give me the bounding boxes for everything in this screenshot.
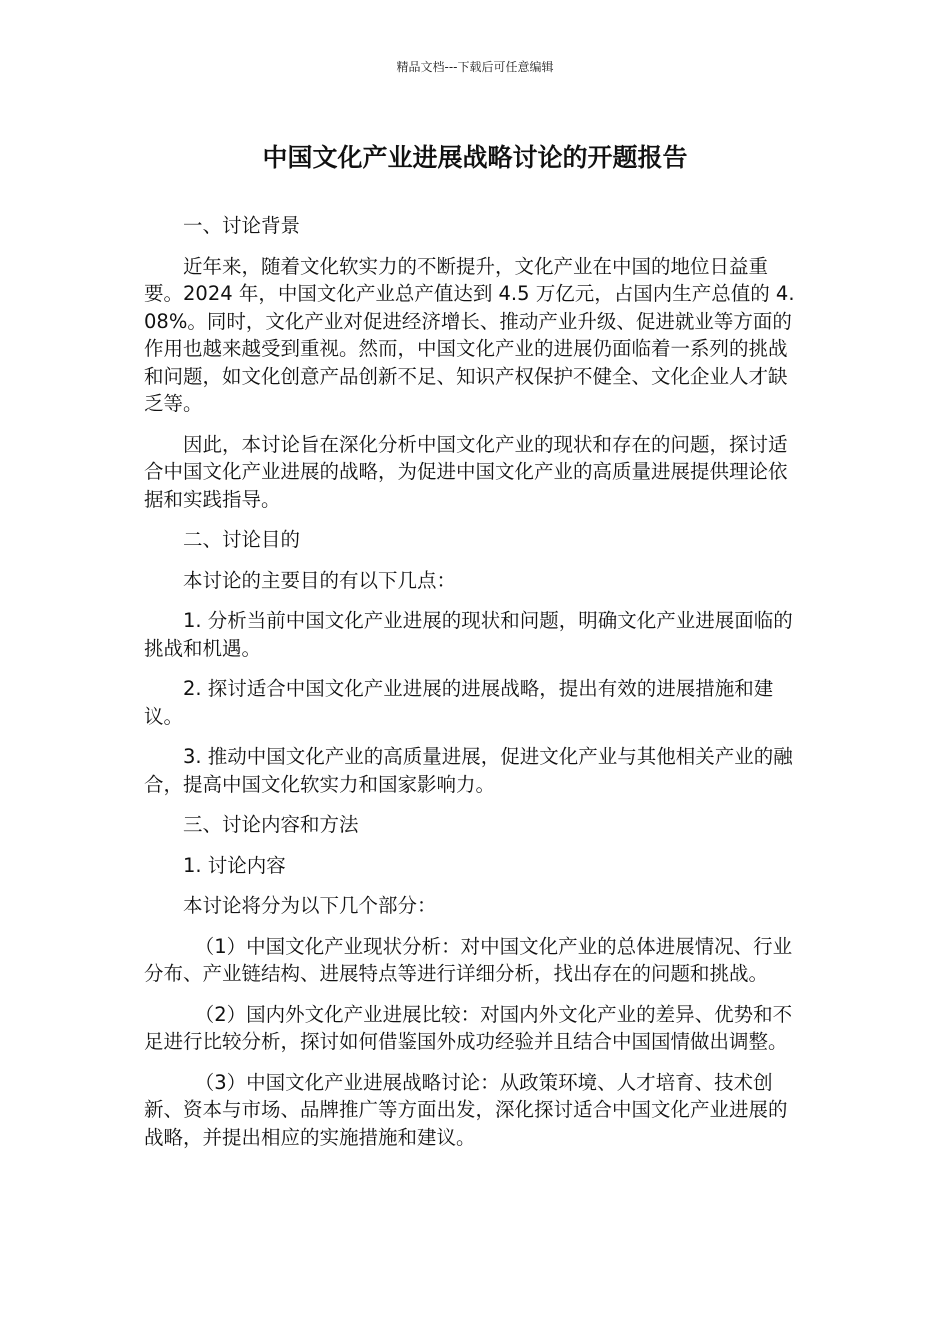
section-heading-purpose: 二、讨论目的	[183, 528, 301, 551]
list-item-purpose-2: 2. 探讨适合中国文化产业进展的进展战略，提出有效的进展措施和建议。	[144, 677, 774, 728]
paragraph-background-1: 近年来，随着文化软实力的不断提升，文化产业在中国的地位日益重要。2024 年，中国文化产业总产值达到 4.5 万亿元，占国内生产总值的 4.08%。同时，文化产业对促进经济增长、推动产业升级、促进就业等方面的作用也越来越受到重视。然而，中国文化产业的进展仍面临着一系列的挑战和问题，如文化创意产品创新不足、知识产权保护不健全、文化企业人才缺乏等。	[144, 254, 795, 415]
subheading-content: 1. 讨论内容	[183, 853, 286, 877]
document-title: 中国文化产业进展战略讨论的开题报告	[262, 143, 688, 172]
list-item-purpose-1: 1. 分析当前中国文化产业进展的现状和问题，明确文化产业进展面临的挑战和机遇。	[144, 609, 793, 660]
section-heading-content-method: 三、讨论内容和方法	[183, 813, 359, 836]
list-item-content-2: （2）国内外文化产业进展比较：对国内外文化产业的差异、优势和不足进行比较分析，探讨如何借鉴国外成功经验并且结合中国国情做出调整。	[144, 1002, 793, 1053]
page-header-note: 精品文档---下载后可任意编辑	[396, 60, 554, 74]
list-item-content-3: （3）中国文化产业进展战略讨论：从政策环境、人才培育、技术创新、资本与市场、品牌推广等方面出发，深化探讨适合中国文化产业进展的战略，并提出相应的实施措施和建议。	[144, 1070, 788, 1149]
paragraph-purpose-intro: 本讨论的主要目的有以下几点：	[183, 568, 457, 592]
paragraph-content-intro: 本讨论将分为以下几个部分：	[183, 894, 437, 917]
document-body	[144, 212, 806, 1164]
paragraph-background-2: 因此，本讨论旨在深化分析中国文化产业的现状和存在的问题，探讨适合中国文化产业进展的战略，为促进中国文化产业的高质量进展提供理论依据和实践指导。	[144, 432, 788, 511]
section-heading-background: 一、讨论背景	[183, 214, 301, 237]
list-item-content-1: （1）中国文化产业现状分析：对中国文化产业的总体进展情况、行业分布、产业链结构、进展特点等进行详细分析，找出存在的问题和挑战。	[144, 934, 793, 985]
list-item-purpose-3: 3. 推动中国文化产业的高质量进展，促进文化产业与其他相关产业的融合，提高中国文化软实力和国家影响力。	[144, 745, 793, 796]
